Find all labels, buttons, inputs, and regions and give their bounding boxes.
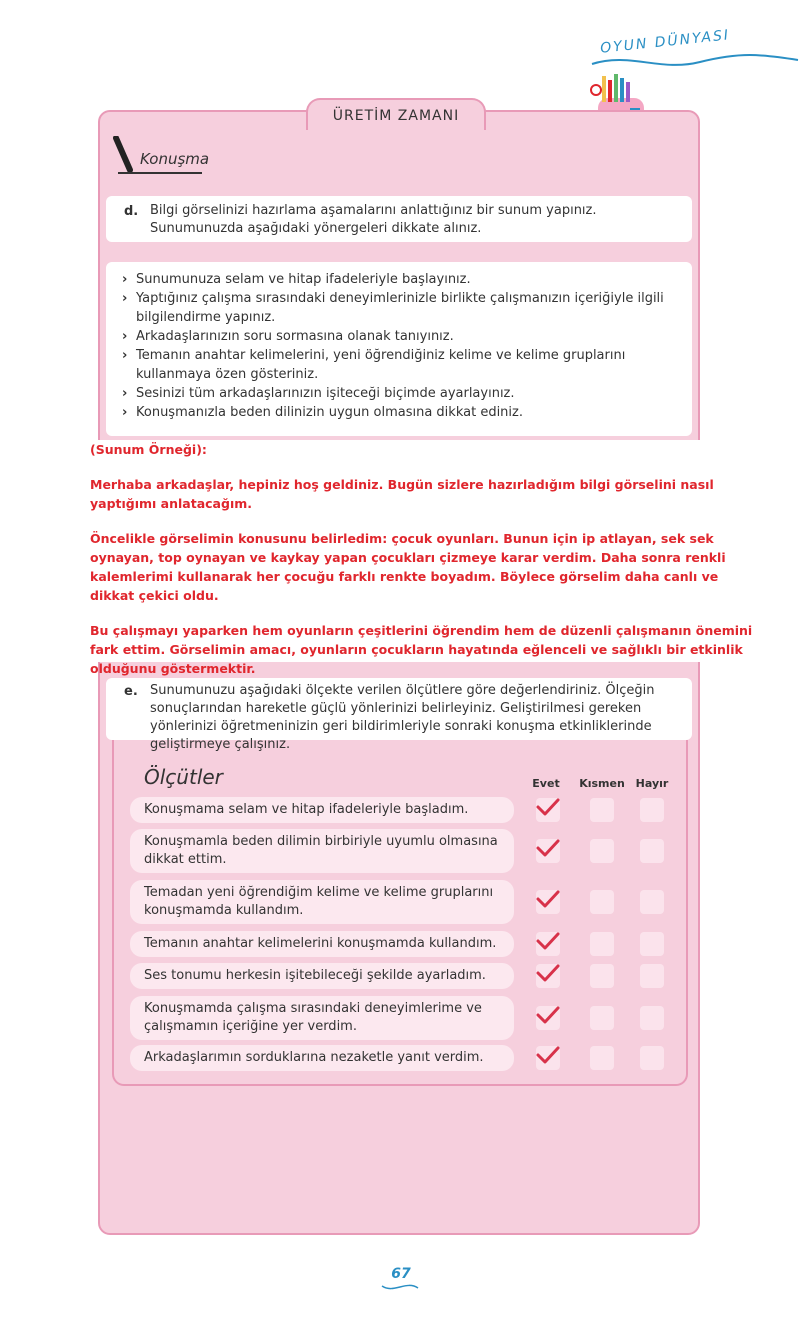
- page-curl-icon: [380, 1282, 420, 1294]
- checkbox-hayır[interactable]: [640, 932, 664, 956]
- section-title: Konuşma: [140, 150, 210, 168]
- criterion-row: Ses tonumu herkesin işitebileceği şekilde ayarladım.: [130, 963, 514, 989]
- criterion-row: Temadan yeni öğrendiğim kelime ve kelime gruplarını konuşmamda kullandım.: [130, 880, 514, 924]
- criteria-title: Ölçütler: [144, 765, 223, 789]
- list-item: › Arkadaşlarınızın soru sormasına olanak tanıyınız.: [120, 327, 686, 346]
- list-item: › Temanın anahtar kelimelerini, yeni öğrendiğiniz kelime ve kelime gruplarını kullanmaya özen gösteriniz.: [120, 346, 686, 384]
- criterion-row: Konuşmamla beden dilimin birbiriyle uyumlu olmasına dikkat ettim.: [130, 829, 514, 873]
- checkmark-icon: [535, 962, 561, 984]
- section-underline: [118, 172, 202, 174]
- item-e-text: Sunumunuzu aşağıdaki ölçekte verilen ölçütlere göre değerlendiriniz. Ölçeğin sonuçlarından hareketle güçlü yönlerinizi belirleyiniz. Geliştirilmesi gereken yönlerinizi öğretmeninizin geri bildirimleriyle sonraki konuşma etkinliklerinde geliştirmeye çalışınız.: [150, 683, 655, 752]
- list-item: › Konuşmanızla beden dilinizin uygun olmasına dikkat ediniz.: [120, 403, 686, 422]
- checkbox-kısmen[interactable]: [590, 1006, 614, 1030]
- column-header-no: Hayır: [635, 777, 669, 790]
- criterion-row: Temanın anahtar kelimelerini konuşmamda kullandım.: [130, 931, 514, 957]
- checkbox-hayır[interactable]: [640, 1046, 664, 1070]
- column-header-partly: Kısmen: [579, 777, 625, 790]
- brand-title: OYUN DÜNYASI: [599, 27, 731, 57]
- criterion-row: Konuşmama selam ve hitap ifadeleriyle başladım.: [130, 797, 514, 823]
- wave-decoration-icon: [590, 50, 800, 74]
- sample-paragraph: Bu çalışmayı yaparken hem oyunların çeşitlerini öğrendim hem de düzenli çalışmanın önemini fark ettim. Görselimin amacı, oyunların çocukların hayatında eğlenceli ve sağlıklı bir etkinlik olduğunu göstermektir.: [90, 623, 753, 676]
- panel-tab-title: ÜRETİM ZAMANI: [306, 98, 486, 130]
- checkmark-icon: [535, 796, 561, 818]
- checkbox-hayır[interactable]: [640, 890, 664, 914]
- checkbox-kısmen[interactable]: [590, 1046, 614, 1070]
- checkbox-kısmen[interactable]: [590, 890, 614, 914]
- item-d-box: [106, 196, 692, 242]
- page-number: 67: [391, 1266, 411, 1282]
- item-e-box: [106, 678, 692, 752]
- sample-presentation: [90, 440, 754, 676]
- checkmark-icon: [535, 1044, 561, 1066]
- checkmark-icon: [535, 930, 561, 952]
- sample-paragraph: Öncelikle görselimin konusunu belirledim: çocuk oyunları. Bunun için ip atlayan, sek sek oynayan, top oynayan ve kaykay yapan çocukları çizmeye karar verdim. Daha sonra renkli kalemlerimi kullanarak her çocuğu farklı renkte boyadım. Böylece görselim daha canlı ve dikkat çekici oldu.: [90, 531, 726, 603]
- checkbox-kısmen[interactable]: [590, 932, 614, 956]
- checkbox-hayır[interactable]: [640, 839, 664, 863]
- item-d-text: Bilgi görselinizi hazırlama aşamalarını anlattığınız bir sunum yapınız. Sunumunuzda aşağıdaki yönergeleri dikkate alınız.: [150, 203, 597, 236]
- column-header-yes: Evet: [532, 777, 560, 790]
- checkmark-icon: [535, 837, 561, 859]
- checkbox-kısmen[interactable]: [590, 798, 614, 822]
- list-item: › Sunumunuza selam ve hitap ifadeleriyle başlayınız.: [120, 270, 686, 289]
- criterion-row: Konuşmamda çalışma sırasındaki deneyimlerime ve çalışmamın içeriğine yer verdim.: [130, 996, 514, 1040]
- checkbox-kısmen[interactable]: [590, 839, 614, 863]
- checkmark-icon: [535, 1004, 561, 1026]
- checkbox-hayır[interactable]: [640, 798, 664, 822]
- checkbox-hayır[interactable]: [640, 1006, 664, 1030]
- sample-paragraph: Merhaba arkadaşlar, hepiniz hoş geldiniz. Bugün sizlere hazırladığım bilgi görselini nasıl yaptığımı anlatacağım.: [90, 477, 714, 511]
- sample-heading: (Sunum Örneği):: [90, 442, 207, 457]
- guidelines-list: [120, 270, 686, 422]
- microphone-icon: [112, 136, 136, 174]
- checkmark-icon: [535, 888, 561, 910]
- item-e-marker: e.: [124, 684, 138, 699]
- checkbox-hayır[interactable]: [640, 964, 664, 988]
- list-item: › Sesinizi tüm arkadaşlarınızın işiteceği biçimde ayarlayınız.: [120, 384, 686, 403]
- item-d-marker: d.: [124, 204, 139, 219]
- list-item: › Yaptığınız çalışma sırasındaki deneyimlerinizle birlikte çalışmanızın içeriğiyle ilgili bilgilendirme yapınız.: [120, 289, 686, 327]
- guidelines-box: [106, 262, 692, 436]
- checkbox-kısmen[interactable]: [590, 964, 614, 988]
- criterion-row: Arkadaşlarımın sorduklarına nezaketle yanıt verdim.: [130, 1045, 514, 1071]
